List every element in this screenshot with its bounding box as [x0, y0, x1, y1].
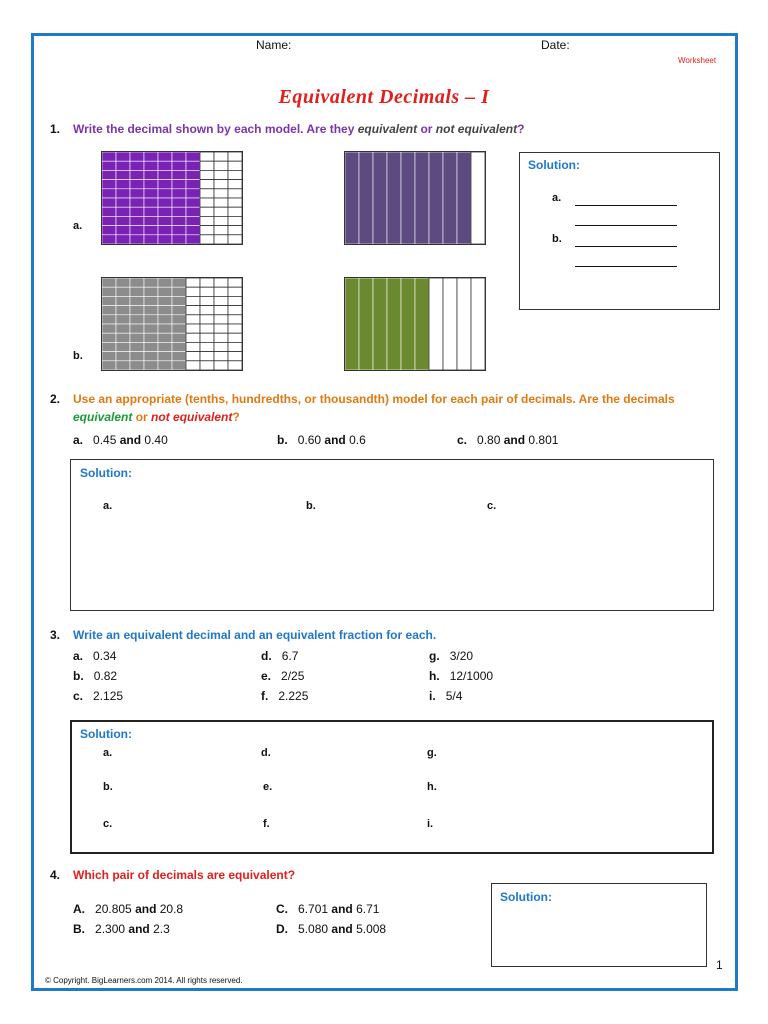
- q4-number: 4.: [50, 868, 61, 882]
- shaded-cell: [401, 278, 415, 370]
- q1-solution-box: [519, 152, 720, 310]
- shaded-cell: [158, 352, 172, 361]
- shaded-cell: [102, 287, 116, 296]
- shaded-cell: [186, 180, 200, 189]
- empty-cell: [214, 296, 228, 305]
- q2-text-line1: Use an appropriate (tenths, hundredths, or thousandth) model for each pair of decimals. Are the decimals: [73, 392, 675, 406]
- shaded-cell: [144, 333, 158, 342]
- empty-cell: [228, 306, 242, 315]
- shaded-cell: [130, 333, 144, 342]
- shaded-cell: [186, 170, 200, 179]
- shaded-cell: [172, 287, 186, 296]
- empty-cell: [200, 315, 214, 324]
- shaded-cell: [102, 361, 116, 370]
- shaded-cell: [158, 287, 172, 296]
- empty-cell: [228, 361, 242, 370]
- shaded-cell: [130, 296, 144, 305]
- empty-cell: [200, 207, 214, 216]
- answer-line[interactable]: [575, 205, 677, 206]
- q2-solution-box[interactable]: [70, 459, 714, 611]
- shaded-cell: [116, 207, 130, 216]
- q3-solution-label: f.: [263, 818, 270, 830]
- shaded-cell: [387, 278, 401, 370]
- shaded-cell: [102, 296, 116, 305]
- empty-cell: [214, 226, 228, 235]
- shaded-cell: [158, 170, 172, 179]
- q2-number: 2.: [50, 392, 61, 406]
- shaded-cell: [144, 306, 158, 315]
- q1-solution-title: Solution:: [528, 158, 580, 172]
- q3-solution-label: i.: [427, 818, 434, 830]
- shaded-cell: [172, 161, 186, 170]
- q1-solution-a: a.: [552, 192, 562, 204]
- page-title: Equivalent Decimals – I: [278, 86, 490, 108]
- shaded-cell: [158, 278, 172, 287]
- shaded-cell: [116, 287, 130, 296]
- name-label: Name:: [256, 38, 292, 52]
- shaded-cell: [130, 152, 144, 161]
- shaded-cell: [172, 235, 186, 244]
- shaded-cell: [130, 235, 144, 244]
- shaded-cell: [116, 161, 130, 170]
- shaded-cell: [116, 152, 130, 161]
- shaded-cell: [102, 342, 116, 351]
- empty-cell: [214, 352, 228, 361]
- empty-cell: [214, 315, 228, 324]
- q2-item-c: c. 0.80 and 0.801: [457, 433, 559, 447]
- shaded-cell: [158, 207, 172, 216]
- shaded-cell: [158, 361, 172, 370]
- shaded-cell: [359, 152, 373, 244]
- shaded-cell: [102, 207, 116, 216]
- shaded-cell: [158, 333, 172, 342]
- shaded-cell: [102, 352, 116, 361]
- empty-cell: [200, 324, 214, 333]
- shaded-cell: [116, 324, 130, 333]
- shaded-cell: [172, 216, 186, 225]
- hundredths-model-a: [101, 151, 243, 245]
- shaded-cell: [172, 189, 186, 198]
- empty-cell: [214, 216, 228, 225]
- empty-cell: [186, 333, 200, 342]
- empty-cell: [228, 170, 242, 179]
- empty-cell: [186, 296, 200, 305]
- q4-text: Which pair of decimals are equivalent?: [73, 868, 296, 882]
- empty-cell: [457, 278, 471, 370]
- shaded-cell: [172, 352, 186, 361]
- q3-solution-title: Solution:: [80, 727, 132, 741]
- shaded-cell: [116, 235, 130, 244]
- empty-cell: [200, 342, 214, 351]
- empty-cell: [214, 278, 228, 287]
- shaded-cell: [130, 306, 144, 315]
- shaded-cell: [158, 216, 172, 225]
- empty-cell: [214, 180, 228, 189]
- empty-cell: [228, 352, 242, 361]
- shaded-cell: [172, 324, 186, 333]
- q1-number: 1.: [50, 122, 61, 136]
- shaded-cell: [345, 152, 359, 244]
- empty-cell: [200, 296, 214, 305]
- shaded-cell: [116, 278, 130, 287]
- shaded-cell: [345, 278, 359, 370]
- empty-cell: [228, 226, 242, 235]
- shaded-cell: [144, 170, 158, 179]
- shaded-cell: [443, 152, 457, 244]
- q2-text-line2: equivalent or not equivalent?: [73, 410, 240, 424]
- worksheet-tag: Worksheet: [678, 56, 717, 65]
- q3-item: d. 6.7: [261, 649, 299, 663]
- shaded-cell: [144, 226, 158, 235]
- empty-cell: [186, 361, 200, 370]
- q3-solution-label: e.: [263, 781, 273, 793]
- q3-solution-label: a.: [103, 747, 113, 759]
- shaded-cell: [102, 333, 116, 342]
- empty-cell: [228, 189, 242, 198]
- empty-cell: [228, 333, 242, 342]
- shaded-cell: [116, 180, 130, 189]
- hundredths-model-b: [101, 277, 243, 371]
- shaded-cell: [158, 324, 172, 333]
- empty-cell: [429, 278, 443, 370]
- shaded-cell: [130, 216, 144, 225]
- shaded-cell: [130, 352, 144, 361]
- shaded-cell: [102, 235, 116, 244]
- shaded-cell: [102, 161, 116, 170]
- empty-cell: [214, 161, 228, 170]
- empty-cell: [214, 170, 228, 179]
- shaded-cell: [116, 198, 130, 207]
- empty-cell: [214, 361, 228, 370]
- shaded-cell: [457, 152, 471, 244]
- shaded-cell: [429, 152, 443, 244]
- empty-cell: [228, 152, 242, 161]
- empty-cell: [200, 180, 214, 189]
- shaded-cell: [116, 333, 130, 342]
- empty-cell: [200, 152, 214, 161]
- shaded-cell: [172, 198, 186, 207]
- shaded-cell: [144, 278, 158, 287]
- shaded-cell: [144, 235, 158, 244]
- empty-cell: [200, 361, 214, 370]
- empty-cell: [200, 235, 214, 244]
- shaded-cell: [144, 342, 158, 351]
- shaded-cell: [172, 207, 186, 216]
- shaded-cell: [102, 278, 116, 287]
- empty-cell: [214, 152, 228, 161]
- empty-cell: [200, 226, 214, 235]
- shaded-cell: [415, 278, 429, 370]
- empty-cell: [228, 342, 242, 351]
- empty-cell: [200, 216, 214, 225]
- shaded-cell: [144, 198, 158, 207]
- shaded-cell: [130, 170, 144, 179]
- answer-line[interactable]: [575, 246, 677, 247]
- q4-option-a: A. 20.805 and 20.8: [73, 902, 184, 916]
- shaded-cell: [116, 170, 130, 179]
- shaded-cell: [415, 152, 429, 244]
- empty-cell: [186, 352, 200, 361]
- date-label: Date:: [541, 38, 570, 52]
- q3-item: g. 3/20: [429, 649, 474, 663]
- shaded-cell: [144, 216, 158, 225]
- shaded-cell: [186, 189, 200, 198]
- shaded-cell: [130, 180, 144, 189]
- q3-solution-label: h.: [427, 781, 437, 793]
- q4-option-d: D. 5.080 and 5.008: [276, 922, 387, 936]
- q1-row-b-label: b.: [73, 350, 83, 362]
- q3-text: Write an equivalent decimal and an equivalent fraction for each.: [73, 628, 437, 642]
- empty-cell: [214, 306, 228, 315]
- shaded-cell: [158, 198, 172, 207]
- empty-cell: [228, 180, 242, 189]
- shaded-cell: [102, 170, 116, 179]
- shaded-cell: [158, 226, 172, 235]
- empty-cell: [200, 333, 214, 342]
- answer-line[interactable]: [575, 225, 677, 226]
- shaded-cell: [172, 278, 186, 287]
- shaded-cell: [158, 342, 172, 351]
- shaded-cell: [172, 226, 186, 235]
- shaded-cell: [130, 207, 144, 216]
- empty-cell: [214, 207, 228, 216]
- shaded-cell: [186, 152, 200, 161]
- empty-cell: [186, 278, 200, 287]
- shaded-cell: [116, 315, 130, 324]
- shaded-cell: [144, 180, 158, 189]
- shaded-cell: [401, 152, 415, 244]
- shaded-cell: [102, 152, 116, 161]
- empty-cell: [200, 161, 214, 170]
- empty-cell: [186, 324, 200, 333]
- q4-option-b: B. 2.300 and 2.3: [73, 922, 170, 936]
- empty-cell: [186, 306, 200, 315]
- shaded-cell: [172, 152, 186, 161]
- shaded-cell: [102, 306, 116, 315]
- empty-cell: [214, 189, 228, 198]
- shaded-cell: [144, 296, 158, 305]
- q2-solution-c: c.: [487, 500, 497, 512]
- empty-cell: [200, 306, 214, 315]
- shaded-cell: [130, 324, 144, 333]
- q1-text: Write the decimal shown by each model. Are they equivalent or not equivalent?: [73, 122, 525, 136]
- shaded-cell: [144, 189, 158, 198]
- shaded-cell: [116, 342, 130, 351]
- shaded-cell: [130, 161, 144, 170]
- q3-item: i. 5/4: [429, 689, 463, 703]
- q2-solution-title: Solution:: [80, 466, 132, 480]
- shaded-cell: [130, 189, 144, 198]
- empty-cell: [228, 278, 242, 287]
- shaded-cell: [144, 207, 158, 216]
- shaded-cell: [130, 342, 144, 351]
- answer-line[interactable]: [575, 266, 677, 267]
- empty-cell: [200, 278, 214, 287]
- shaded-cell: [116, 296, 130, 305]
- shaded-cell: [144, 352, 158, 361]
- q4-option-c: C. 6.701 and 6.71: [276, 902, 380, 916]
- q3-item: b. 0.82: [73, 669, 118, 683]
- q4-solution-title: Solution:: [500, 890, 552, 904]
- empty-cell: [186, 315, 200, 324]
- empty-cell: [200, 287, 214, 296]
- shaded-cell: [130, 278, 144, 287]
- shaded-cell: [172, 333, 186, 342]
- q3-solution-box[interactable]: [70, 720, 714, 854]
- shaded-cell: [130, 287, 144, 296]
- shaded-cell: [158, 152, 172, 161]
- shaded-cell: [172, 296, 186, 305]
- shaded-cell: [144, 324, 158, 333]
- shaded-cell: [172, 361, 186, 370]
- shaded-cell: [144, 287, 158, 296]
- shaded-cell: [158, 161, 172, 170]
- copyright: © Copyright. BigLearners.com 2014. All rights reserved.: [45, 976, 243, 985]
- shaded-cell: [186, 198, 200, 207]
- shaded-cell: [144, 152, 158, 161]
- empty-cell: [214, 198, 228, 207]
- q3-item: a. 0.34: [73, 649, 117, 663]
- q3-solution-label: g.: [427, 747, 437, 759]
- empty-cell: [228, 296, 242, 305]
- shaded-cell: [387, 152, 401, 244]
- shaded-cell: [359, 278, 373, 370]
- shaded-cell: [373, 278, 387, 370]
- empty-cell: [228, 315, 242, 324]
- empty-cell: [214, 235, 228, 244]
- empty-cell: [443, 278, 457, 370]
- shaded-cell: [158, 306, 172, 315]
- empty-cell: [471, 278, 485, 370]
- shaded-cell: [130, 198, 144, 207]
- shaded-cell: [172, 170, 186, 179]
- shaded-cell: [130, 361, 144, 370]
- shaded-cell: [102, 324, 116, 333]
- shaded-cell: [130, 226, 144, 235]
- q3-solution-label: d.: [261, 747, 271, 759]
- shaded-cell: [373, 152, 387, 244]
- empty-cell: [214, 287, 228, 296]
- q2-item-b: b. 0.60 and 0.6: [277, 433, 366, 447]
- empty-cell: [186, 287, 200, 296]
- q3-item: f. 2.225: [261, 689, 309, 703]
- q2-item-a: a. 0.45 and 0.40: [73, 433, 168, 447]
- empty-cell: [471, 152, 485, 244]
- empty-cell: [228, 207, 242, 216]
- q3-item: c. 2.125: [73, 689, 124, 703]
- empty-cell: [228, 287, 242, 296]
- q3-number: 3.: [50, 628, 61, 642]
- shaded-cell: [102, 315, 116, 324]
- tenths-model-a: [344, 151, 486, 245]
- empty-cell: [228, 235, 242, 244]
- shaded-cell: [186, 161, 200, 170]
- q1-solution-b: b.: [552, 233, 562, 245]
- q3-solution-label: b.: [103, 781, 113, 793]
- empty-cell: [228, 324, 242, 333]
- empty-cell: [228, 216, 242, 225]
- empty-cell: [214, 333, 228, 342]
- shaded-cell: [158, 235, 172, 244]
- shaded-cell: [116, 306, 130, 315]
- shaded-cell: [116, 352, 130, 361]
- shaded-cell: [172, 180, 186, 189]
- empty-cell: [214, 324, 228, 333]
- shaded-cell: [186, 226, 200, 235]
- q3-item: h. 12/1000: [429, 669, 494, 683]
- q1-row-a-label: a.: [73, 220, 83, 232]
- q2-solution-b: b.: [306, 500, 316, 512]
- shaded-cell: [172, 315, 186, 324]
- shaded-cell: [144, 361, 158, 370]
- shaded-cell: [144, 161, 158, 170]
- shaded-cell: [144, 315, 158, 324]
- shaded-cell: [116, 226, 130, 235]
- shaded-cell: [130, 315, 144, 324]
- shaded-cell: [102, 189, 116, 198]
- empty-cell: [200, 170, 214, 179]
- shaded-cell: [116, 216, 130, 225]
- empty-cell: [200, 189, 214, 198]
- shaded-cell: [172, 342, 186, 351]
- shaded-cell: [158, 296, 172, 305]
- shaded-cell: [158, 180, 172, 189]
- shaded-cell: [102, 216, 116, 225]
- shaded-cell: [158, 189, 172, 198]
- empty-cell: [214, 342, 228, 351]
- shaded-cell: [186, 216, 200, 225]
- shaded-cell: [102, 226, 116, 235]
- tenths-model-b: [344, 277, 486, 371]
- q3-solution-label: c.: [103, 818, 113, 830]
- shaded-cell: [172, 306, 186, 315]
- page-number: 1: [716, 958, 723, 972]
- shaded-cell: [158, 315, 172, 324]
- empty-cell: [228, 161, 242, 170]
- q3-item: e. 2/25: [261, 669, 305, 683]
- shaded-cell: [116, 361, 130, 370]
- empty-cell: [200, 352, 214, 361]
- shaded-cell: [102, 198, 116, 207]
- shaded-cell: [116, 189, 130, 198]
- empty-cell: [186, 342, 200, 351]
- shaded-cell: [102, 180, 116, 189]
- q2-solution-a: a.: [103, 500, 113, 512]
- empty-cell: [200, 198, 214, 207]
- empty-cell: [228, 198, 242, 207]
- shaded-cell: [186, 207, 200, 216]
- shaded-cell: [186, 235, 200, 244]
